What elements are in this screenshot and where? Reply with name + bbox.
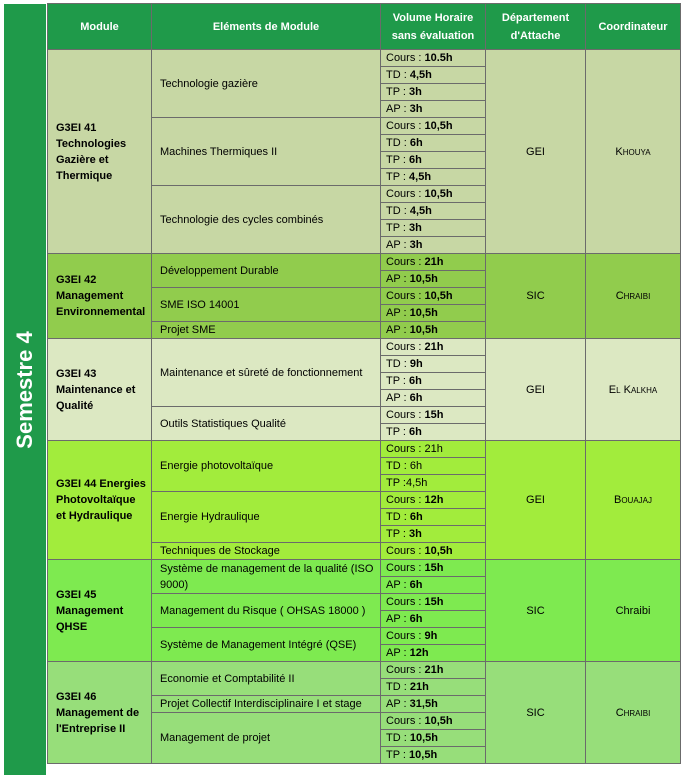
hour-type: AP :: [386, 647, 410, 659]
department-cell: SIC: [486, 560, 586, 662]
hour-type: AP :: [386, 273, 410, 285]
hour-value: 10,5h: [409, 273, 438, 285]
hour-value: 10,5h: [409, 307, 438, 319]
hour-value: 10,5h: [409, 732, 438, 744]
element-name: Système de management de la qualité (ISO 9000): [152, 560, 381, 594]
element-name: Système de Management Intégré (QSE): [152, 628, 381, 662]
element-name: Projet SME: [152, 322, 381, 339]
module-name: G3EI 41 Technologies Gazière et Thermique: [48, 50, 152, 254]
table-row: [48, 50, 681, 67]
hour-value: 21h: [424, 664, 444, 676]
hour-type: Cours :: [386, 596, 425, 608]
hour-type: TD :: [386, 69, 410, 81]
volume-cell: [381, 271, 486, 288]
hour-value: 10,5h: [424, 188, 453, 200]
volume-cell: [381, 679, 486, 696]
hour-type: TD :: [386, 681, 410, 693]
volume-cell: [381, 186, 486, 203]
program-table-container: [3, 3, 680, 776]
table-row: [48, 339, 681, 356]
hour-type: AP :: [386, 392, 410, 404]
hour-value: 3h: [409, 86, 422, 98]
hour-type: Cours :: [386, 494, 425, 506]
hour-type: AP :: [386, 613, 410, 625]
module-name: G3EI 43 Maintenance et Qualité: [48, 339, 152, 441]
hour-value: 10,5h: [424, 120, 453, 132]
hour-value: 3h: [409, 222, 422, 234]
module-name: G3EI 45 Management QHSE: [48, 560, 152, 662]
hour-type: AP :: [386, 103, 410, 115]
hour-value: 3h: [409, 528, 422, 540]
hour-value: 6h: [409, 154, 422, 166]
header-coordinator: Coordinateur: [586, 4, 681, 50]
hour-type: TP :: [386, 528, 410, 540]
volume-cell: [381, 662, 486, 679]
table-row: [48, 254, 681, 271]
volume-cell: [381, 509, 486, 526]
hour-value: 3h: [409, 239, 423, 251]
hour-type: TP :: [386, 749, 410, 761]
volume-cell: [381, 203, 486, 220]
department-cell: SIC: [486, 662, 586, 764]
volume-cell: [381, 747, 486, 764]
coordinator-cell: Khouya: [586, 50, 681, 254]
header-row: [48, 4, 681, 50]
hour-value: 4,5h: [409, 171, 432, 183]
hour-type: AP :: [386, 579, 410, 591]
element-name: Développement Durable: [152, 254, 381, 288]
semester-label: Semestre 4: [12, 330, 37, 449]
element-name: Projet Collectif Interdisciplinaire I et stage: [152, 696, 381, 713]
hour-value: 15h: [424, 409, 444, 421]
hour-type: TP :: [386, 171, 410, 183]
department-cell: GEI: [486, 339, 586, 441]
hour-type: TD :: [386, 205, 410, 217]
hour-type: Cours :: [386, 443, 425, 455]
hour-type: TD :: [386, 137, 410, 149]
hour-type: AP :: [386, 698, 410, 710]
hour-value: 10,5h: [424, 290, 453, 302]
hour-type: Cours :: [386, 256, 425, 268]
element-name: Outils Statistiques Qualité: [152, 407, 381, 441]
hour-type: TP :: [386, 375, 410, 387]
element-name: SME ISO 14001: [152, 288, 381, 322]
department-cell: GEI: [486, 50, 586, 254]
hour-type: TP :: [386, 154, 410, 166]
volume-cell: [381, 577, 486, 594]
volume-cell: [381, 441, 486, 458]
hour-type: TD :: [386, 358, 410, 370]
hour-type: TP :: [386, 477, 406, 489]
hour-value: 21h: [424, 341, 444, 353]
table-row: [48, 662, 681, 679]
volume-cell: [381, 560, 486, 577]
hour-value: 21h: [424, 256, 444, 268]
hour-value: 9h: [424, 630, 438, 642]
header-volume: Volume Horaire sans évaluation: [381, 4, 486, 50]
hour-value: 21h: [424, 443, 443, 455]
hour-value: 6h: [409, 460, 423, 472]
volume-cell: [381, 611, 486, 628]
hour-value: 6h: [409, 392, 423, 404]
hour-value: 6h: [409, 375, 422, 387]
header-elements: Eléments de Module: [152, 4, 381, 50]
table-row: [48, 560, 681, 577]
volume-cell: [381, 50, 486, 67]
volume-cell: [381, 169, 486, 186]
volume-cell: [381, 84, 486, 101]
volume-cell: [381, 220, 486, 237]
hour-value: 4,5h: [409, 205, 432, 217]
volume-cell: [381, 339, 486, 356]
volume-cell: [381, 696, 486, 713]
volume-cell: [381, 135, 486, 152]
hour-value: 10,5h: [409, 749, 438, 761]
hour-type: TD :: [386, 732, 410, 744]
volume-cell: [381, 254, 486, 271]
module-name: G3EI 44 Energies Photovoltaïque et Hydraulique: [48, 441, 152, 560]
coordinator-cell: Bouajaj: [586, 441, 681, 560]
hour-type: AP :: [386, 239, 410, 251]
hour-value: 12h: [409, 647, 429, 659]
hour-value: 21h: [409, 681, 429, 693]
hour-type: TP :: [386, 222, 410, 234]
volume-cell: [381, 645, 486, 662]
volume-cell: [381, 237, 486, 254]
element-name: Technologie gazière: [152, 50, 381, 118]
hour-value: 15h: [424, 562, 444, 574]
module-name: G3EI 42 Management Environnemental: [48, 254, 152, 339]
volume-cell: [381, 390, 486, 407]
hour-value: 15h: [424, 596, 444, 608]
element-name: Technologie des cycles combinés: [152, 186, 381, 254]
element-name: Energie Hydraulique: [152, 492, 381, 543]
hour-value: 10,5h: [424, 715, 453, 727]
hour-value: 6h: [409, 613, 423, 625]
hour-type: TD :: [386, 511, 410, 523]
hour-value: 12h: [424, 494, 444, 506]
volume-cell: [381, 594, 486, 611]
volume-cell: [381, 322, 486, 339]
element-name: Maintenance et sûreté de fonctionnement: [152, 339, 381, 407]
hour-value: 6h: [409, 511, 423, 523]
hour-type: Cours :: [386, 52, 425, 64]
volume-cell: [381, 424, 486, 441]
department-cell: SIC: [486, 254, 586, 339]
volume-cell: [381, 526, 486, 543]
element-name: Management du Risque ( OHSAS 18000 ): [152, 594, 381, 628]
hour-type: Cours :: [386, 290, 425, 302]
hour-type: Cours :: [386, 120, 425, 132]
volume-cell: [381, 458, 486, 475]
coordinator-cell: Chraibi: [586, 560, 681, 662]
hour-type: Cours :: [386, 664, 425, 676]
element-name: Management de projet: [152, 713, 381, 764]
hour-value: 6h: [409, 579, 423, 591]
hour-value: 31,5h: [409, 698, 438, 710]
hour-value: 6h: [409, 137, 423, 149]
volume-cell: [381, 628, 486, 645]
hour-type: Cours :: [386, 341, 425, 353]
hour-value: 9h: [409, 358, 423, 370]
element-name: Energie photovoltaïque: [152, 441, 381, 492]
module-name: G3EI 46 Management de l'Entreprise II: [48, 662, 152, 764]
volume-cell: [381, 713, 486, 730]
hour-value: 4,5h: [409, 69, 432, 81]
hour-value: 10,5h: [424, 545, 453, 557]
department-cell: GEI: [486, 441, 586, 560]
volume-cell: [381, 118, 486, 135]
coordinator-cell: Chraibi: [586, 662, 681, 764]
hour-value: 3h: [409, 103, 423, 115]
table-row: [48, 441, 681, 458]
hour-value: 4,5h: [405, 477, 428, 489]
hour-type: AP :: [386, 307, 410, 319]
volume-cell: [381, 492, 486, 509]
volume-cell: [381, 356, 486, 373]
volume-cell: [381, 543, 486, 560]
volume-cell: [381, 288, 486, 305]
volume-cell: [381, 101, 486, 118]
hour-type: Cours :: [386, 630, 425, 642]
hour-type: Cours :: [386, 715, 425, 727]
element-name: Techniques de Stockage: [152, 543, 381, 560]
hour-type: TP :: [386, 426, 410, 438]
hour-type: Cours :: [386, 188, 425, 200]
header-department: Département d'Attache: [486, 4, 586, 50]
volume-cell: [381, 407, 486, 424]
modules-body: [48, 50, 681, 764]
volume-cell: [381, 730, 486, 747]
hour-type: Cours :: [386, 409, 425, 421]
coordinator-cell: Chraibi: [586, 254, 681, 339]
volume-cell: [381, 152, 486, 169]
hour-type: Cours :: [386, 545, 425, 557]
hour-type: AP :: [386, 324, 410, 336]
coordinator-cell: El Kalkha: [586, 339, 681, 441]
hour-type: TD :: [386, 460, 410, 472]
header-module: Module: [48, 4, 152, 50]
element-name: Economie et Comptabilité II: [152, 662, 381, 696]
hour-value: 6h: [409, 426, 422, 438]
volume-cell: [381, 373, 486, 390]
modules-table: [47, 3, 681, 764]
volume-cell: [381, 305, 486, 322]
element-name: Machines Thermiques II: [152, 118, 381, 186]
hour-value: 10.5h: [424, 52, 453, 64]
hour-type: Cours :: [386, 562, 425, 574]
semester-banner: [3, 3, 47, 776]
hour-type: TP :: [386, 86, 410, 98]
hour-value: 10,5h: [409, 324, 438, 336]
volume-cell: [381, 475, 486, 492]
volume-cell: [381, 67, 486, 84]
